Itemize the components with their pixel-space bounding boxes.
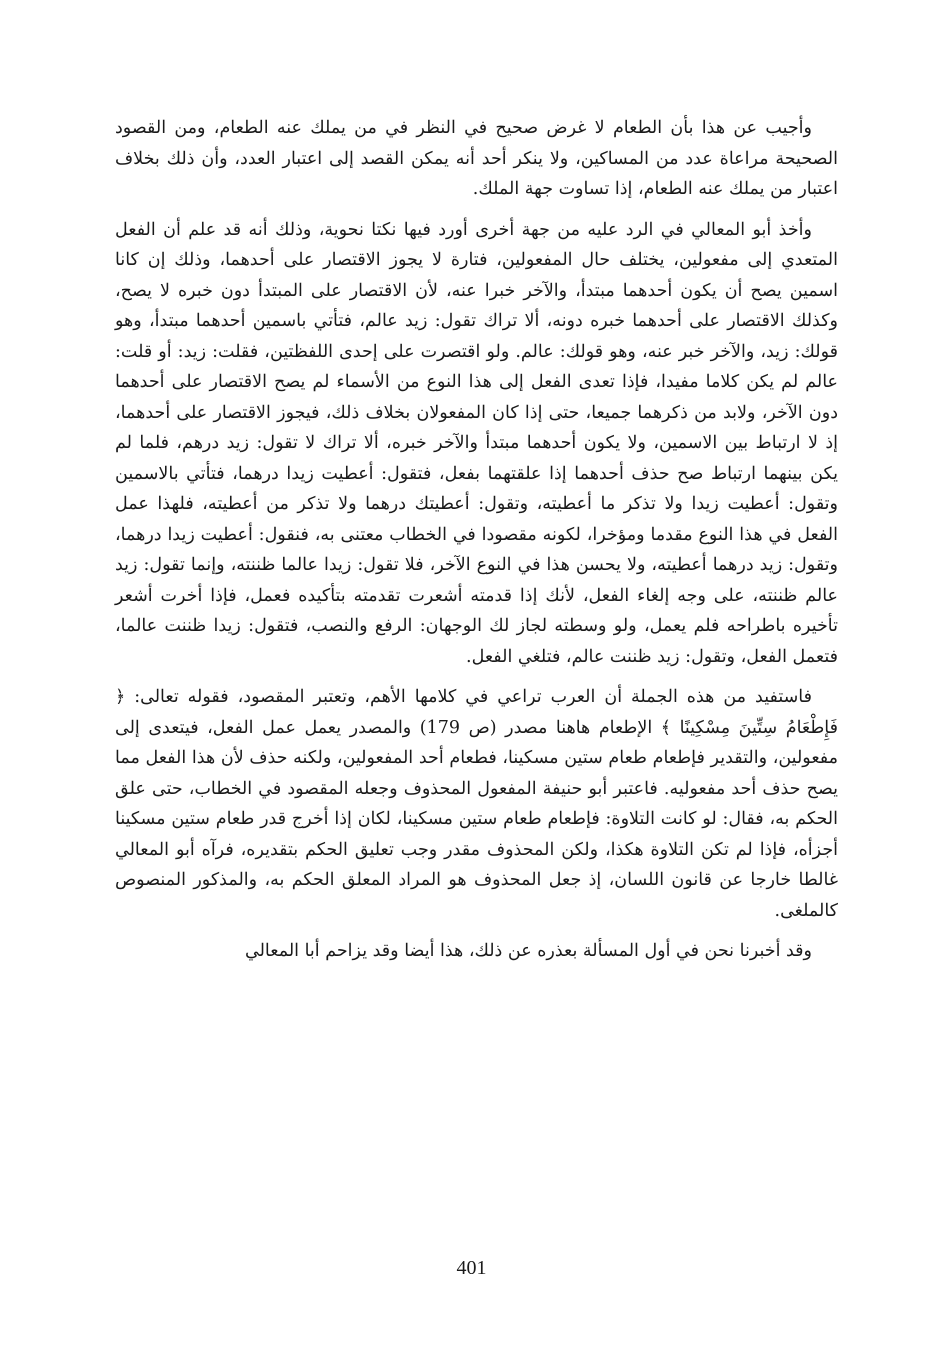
page-number: 401	[456, 1257, 487, 1279]
paragraph-3: فاستفيد من هذه الجملة أن العرب تراعي في كلامها الأهم، وتعتبر المقصود، فقوله تعالى: ﴿ فَإِطْعَامُ سِتِّينَ مِسْكِينًا ﴾ الإطعام هاهنا مصدر (ص 179) والمصدر يعمل عمل الفعل، فيتعدى إلى مفعولين، والتقدير فإطعام طعام ستين مسكينا، فطعام أحد المفعولين، ولكنه حذف لأن هذا الفعل مما يصح حذف أحد مفعوليه. فاعتبر أبو حنيفة المفعول المحذوف وجعله المقصود في الخطاب، حتى علق الحكم به، فقال: لو كانت التلاوة: فإطعام طعام ستين مسكينا، لكان إذا أخرج قدر طعام ستين مسكينا أجزأه، فإذا لم تكن التلاوة هكذا، ولكن المحذوف مقدر وجب تعليق الحكم بتقديره، فرآه أبو المعالي غالطا خارجا عن قانون اللسان، إذ جعل المحذوف هو المراد المعلق الحكم به، والمذكور المنصوص كالملغى.	[115, 687, 838, 921]
paragraph-4: وقد أخبرنا نحن في أول المسألة بعذره عن ذلك، هذا أيضا وقد يزاحم أبا المعالي	[245, 941, 812, 961]
paragraph-1: وأجيب عن هذا بأن الطعام لا غرض صحيح في النظر في من يملك عنه الطعام، ومن القصود الصحيحة مراعاة عدد من المساكين، ولا ينكر أحد أنه يمكن القصد إلى اعتبار العدد، وأن ذلك بخلاف اعتبار من يملك عنه الطعام، إذا تساوت جهة الملك.	[115, 118, 838, 199]
page-body	[115, 113, 838, 967]
paragraph-2: وأخذ أبو المعالي في الرد عليه من جهة أخرى أورد فيها نكتا نحوية، وذلك أنه قد علم أن الفعل المتعدي إلى مفعولين، يختلف حال المفعولين، فتارة لا يجوز الاقتصار على أحدهما، وذلك إن كانا اسمين يصح أن يكون أحدهما مبتدأ، والآخر خبرا عنه، لأن الاقتصار على المبتدأ دون خبره لا يصح، وكذلك الاقتصار على أحدهما خبره دونه، ألا تراك تقول: زيد عالم، فتأتي باسمين أحدهما مبتدأ، وهو قولك: زيد، والآخر خبر عنه، وهو قولك: عالم. ولو اقتصرت على إحدى اللفظتين، فقلت: زيد: أو قلت: عالم لم يكن كلاما مفيدا، فإذا تعدى الفعل إلى هذا النوع من الأسماء لم يصح الاقتصار على أحدهما دون الآخر، ولابد من ذكرهما جميعا، حتى إذا كان المفعولان بخلاف ذلك، فيجوز الاقتصار على أحدهما، إذ لا ارتباط بين الاسمين، ولا يكون أحدهما مبتدأ والآخر خبره، ألا تراك لا تقول: زيد درهم، فلما لم يكن بينهما ارتباط صح حذف أحدهما إذا علقتهما بفعل، فتقول: أعطيت زيدا درهما، فتأتي بالاسمين وتقول: أعطيت زيدا ولا تذكر ما أعطيته، وتقول: أعطيتك درهما ولا تذكر من أعطيته، فلهذا عمل الفعل في هذا النوع مقدما ومؤخرا، لكونه مقصودا في الخطاب معتنى به، فنقول: أعطيت زيدا درهما، وتقول: زيد درهما أعطيته، ولا يحسن هذا في النوع الآخر، فلا تقول: زيدا عالما ظننته، وإنما تقول: زيد عالم ظننته، على وجه إلغاء الفعل، لأنك إذا قدمته أشعرت تقدمته بتأكيده فعمل، فإذا أخرت أشعر تأخيره باطراحه فلم يعمل، ولو وسطته لجاز لك الوجهان: الرفع والنصب، فتقول: زيدا ظننت عالما، فتعمل الفعل، وتقول: زيد ظننت عالم، فتلغي الفعل.	[115, 219, 838, 667]
